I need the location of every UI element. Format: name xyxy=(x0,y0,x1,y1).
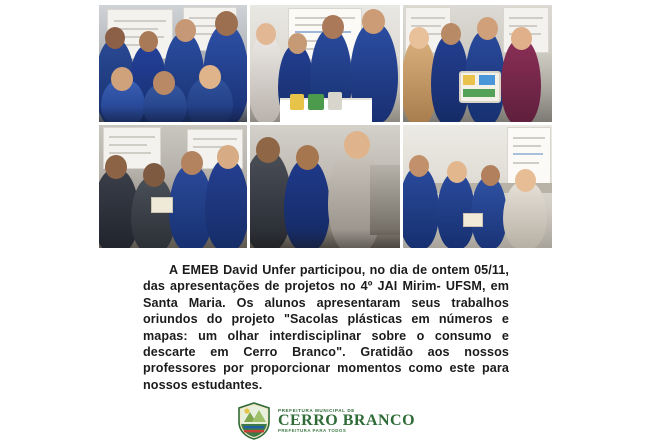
post-body-text: A EMEB David Unfer participou, no dia de ontem 05/11, das apresentações de projetos no 4º JAI Mirim- UFSM, em Santa Maria. Os alunos apresentaram seus trabalhos oriundos do projeto "Sacolas plásticas em números e mapas: um olhar interdisciplinar sobre o consumo e descarte em Cerro Branco". Gratidão aos nossos professores por proporcionar momentos como este para nossos estudantes. xyxy=(143,263,509,392)
collage-photo-4[interactable] xyxy=(99,125,247,248)
brand-title: CERRO BRANCO xyxy=(277,412,416,430)
post-body xyxy=(143,262,509,393)
collage-photo-3[interactable] xyxy=(403,5,552,122)
collage-photo-5[interactable] xyxy=(250,125,400,248)
footer-logo xyxy=(0,402,651,440)
brand-text xyxy=(278,409,415,434)
brand-subtitle: PREFEITURA PARA TODOS xyxy=(277,428,347,434)
collage-photo-2[interactable] xyxy=(250,5,400,122)
photo-collage xyxy=(99,5,552,251)
brand-pretitle: PREFEITURA MUNICIPAL DE xyxy=(277,407,355,413)
brand-lockup xyxy=(236,402,415,440)
collage-photo-6[interactable] xyxy=(403,125,552,248)
brasao-icon xyxy=(236,402,272,440)
collage-photo-1[interactable] xyxy=(99,5,247,122)
